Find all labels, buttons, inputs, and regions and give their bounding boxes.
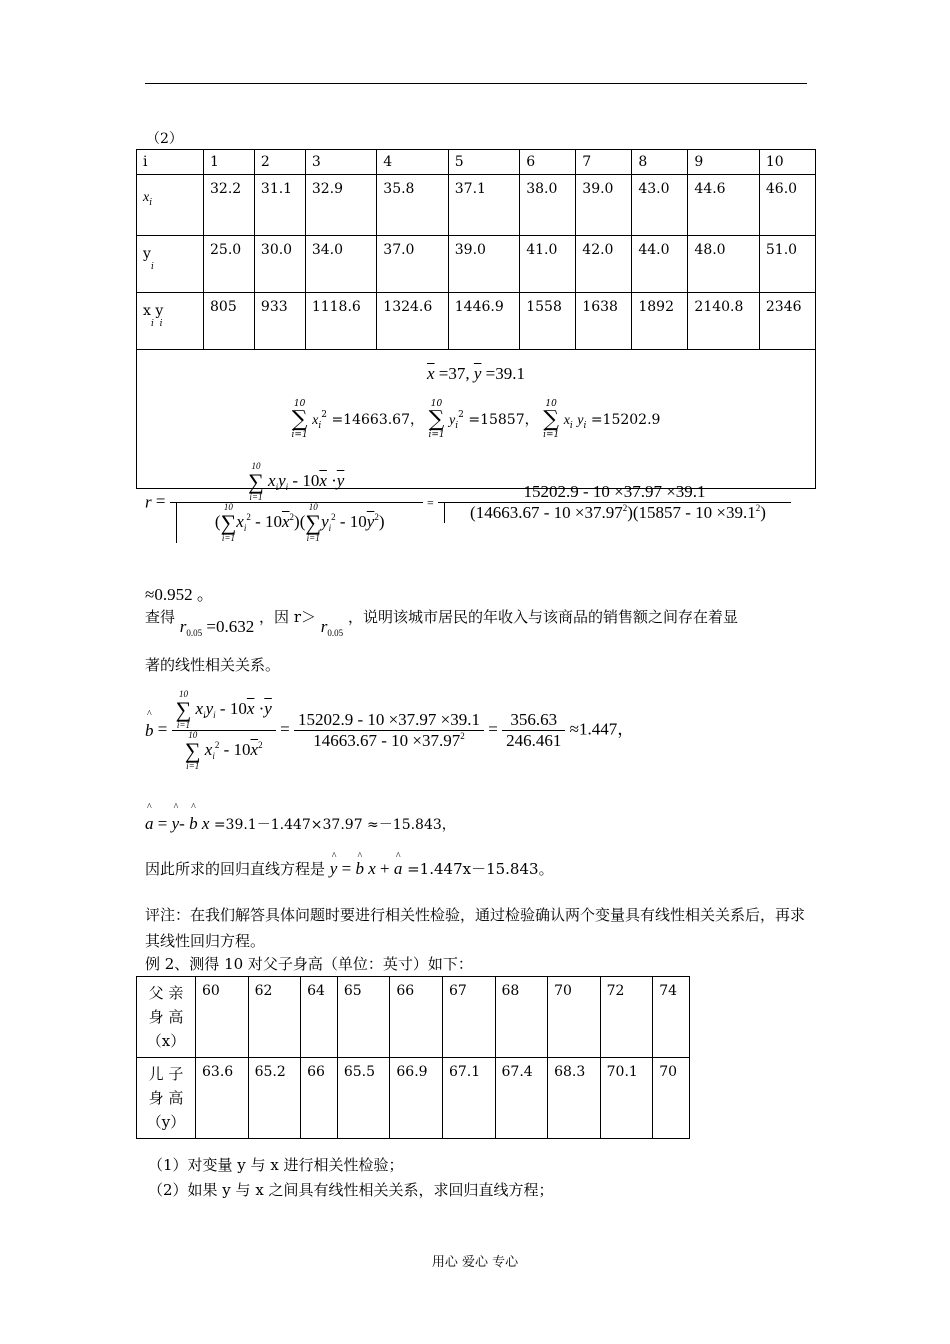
table1-cell: 1446.9 — [448, 293, 519, 350]
table2-cell: 60 — [196, 977, 249, 1058]
table2-cell: 65.5 — [337, 1058, 390, 1139]
question-2: （2）如果 y 与 x 之间具有线性相关关系，求回归直线方程； — [148, 1181, 554, 1199]
table1-header-cell: 4 — [377, 150, 448, 175]
table1-cell: 805 — [204, 293, 255, 350]
table1-cell: 37.1 — [448, 175, 519, 236]
table2-cell: 70 — [548, 977, 601, 1058]
table1-header-cell: 10 — [759, 150, 815, 175]
check-paragraph: 查得 $r_{0.05} =0.632$ ，因 $r> r_{0.05}$ ，说明该城市居民的年收入与该商品的销售额之间存在着显 — [145, 608, 738, 638]
table2-cell: 66 — [390, 977, 443, 1058]
table1-row-label: $x_i$ — [137, 175, 204, 236]
table1-cell: 39.0 — [576, 175, 632, 236]
table2-cell: 70.1 — [600, 1058, 653, 1139]
table2-row-label: 儿 子 身 高 （y） — [137, 1058, 196, 1139]
table1-cell: 48.0 — [688, 236, 759, 293]
table2-cell: 70 — [653, 1058, 690, 1139]
table2-cell: 67 — [442, 977, 495, 1058]
r-approx: ≈0.952 。 — [145, 585, 214, 604]
table1-header-cell: 1 — [204, 150, 255, 175]
table1-header-cell: i — [137, 150, 204, 175]
table2-cell: 65.2 — [248, 1058, 301, 1139]
regression-line: 因此所求的回归直线方程是 ^ y = ^ b x + ^ a =1.447x－15.843。 — [145, 856, 554, 882]
table1-cell: 44.0 — [632, 236, 688, 293]
table1-header-cell: 7 — [576, 150, 632, 175]
table1-cell: 41.0 — [520, 236, 576, 293]
comment-paragraph: 评注：在我们解答具体问题时要进行相关性检验，通过检验确认两个变量具有线性相关关系后，再求其线性回归方程。 — [145, 906, 806, 950]
table1-cell: 30.0 — [254, 236, 305, 293]
table2-row — [137, 1058, 690, 1139]
table2-cell: 62 — [248, 977, 301, 1058]
table2-cell: 74 — [653, 977, 690, 1058]
table2-cell: 67.4 — [495, 1058, 548, 1139]
table1-cell: 31.1 — [254, 175, 305, 236]
part-label: （2） — [146, 131, 183, 147]
table2-row — [137, 977, 690, 1058]
table1-cell: 44.6 — [688, 175, 759, 236]
table1-header-cell: 2 — [254, 150, 305, 175]
r-formula: r = 10 ∑ i=1 $x_iy_i - 10\overline{x} \cdot\overline{y}$ ( 10 ∑ i=1 $x_i^2 - 10\overline{x}^2$)( 10 ∑ i=1 $y_i^2 - 10\overline{y}^2$) = $\frac{15202.9 - 10 \times 37.97 \times 39.1}{(14663.67 - 10 \times 37.97^2)(15857 - 10 \times 39.1^2)}$ — [145, 462, 791, 543]
table2-row-label: 父 亲 身 高 （x） — [137, 977, 196, 1058]
data-table-2 — [136, 976, 690, 1139]
table1-cell: 39.0 — [448, 236, 519, 293]
table1-cell: 1638 — [576, 293, 632, 350]
table1-cell: 37.0 — [377, 236, 448, 293]
table1-row-label: x y i i — [137, 293, 204, 350]
table1-row — [137, 175, 816, 236]
table2-cell: 66.9 — [390, 1058, 443, 1139]
table1-cell: 42.0 — [576, 236, 632, 293]
table1-header-cell: 9 — [688, 150, 759, 175]
table1-cell: 1118.6 — [305, 293, 376, 350]
means-line: $\overline{x} =37$, $\overline{y} =39.1$ — [426, 364, 526, 383]
table2-cell: 67.1 — [442, 1058, 495, 1139]
table2-cell: 68 — [495, 977, 548, 1058]
table1-cell: 1892 — [632, 293, 688, 350]
table1-cell: 35.8 — [377, 175, 448, 236]
table1-header-cell: 6 — [520, 150, 576, 175]
b-formula: ^ b = 10 ∑ i=1 $x_iy_i - 10\overline{x} \cdot\overline{y}$ 10 ∑ i=1 $x_i^2 - 10\overline{x}^2$ = $\frac{15202.9 - 10 \times 37.97 \times 39.1}{14663.67 - 10 \times 37.97^2}$ = $\frac{356.63}{246.461}$ ≈1.447， — [145, 690, 634, 771]
table1-cell: 1324.6 — [377, 293, 448, 350]
table1-cell: 933 — [254, 293, 305, 350]
table1-row-label: y i — [137, 236, 204, 293]
table1-cell: 34.0 — [305, 236, 376, 293]
a-formula: ^ a = ^ y- ^ b x =39.1－1.447×37.97 ≈－15.843， — [145, 814, 456, 834]
table1-row — [137, 236, 816, 293]
table2-cell: 63.6 — [196, 1058, 249, 1139]
page-footer: 用心 爱心 专心 — [431, 1255, 519, 1270]
table1-header-cell: 8 — [632, 150, 688, 175]
table2-cell: 68.3 — [548, 1058, 601, 1139]
data-table-1 — [136, 149, 816, 489]
table1-cell: 43.0 — [632, 175, 688, 236]
question-1: （1）对变量 y 与 x 进行相关性检验； — [148, 1156, 404, 1174]
table1-cell: 2140.8 — [688, 293, 759, 350]
example2-title: 例 2、测得 10 对父子身高（单位：英寸）如下： — [145, 955, 473, 973]
table1-cell: 51.0 — [759, 236, 815, 293]
table1-header-cell: 5 — [448, 150, 519, 175]
sums-line: 10 ∑ i=1 $x_i^2 =14663.67$， 10 ∑ i=1 $y_i^2 =15857$， 10 ∑ i=1 $x_i$ $y_i =15202.9$ — [291, 399, 661, 440]
table2-cell: 64 — [301, 977, 338, 1058]
table1-cell: 2346 — [759, 293, 815, 350]
table1-cell: 38.0 — [520, 175, 576, 236]
header-rule — [145, 83, 807, 84]
table1-header-cell: 3 — [305, 150, 376, 175]
table1-cell: 46.0 — [759, 175, 815, 236]
table2-cell: 72 — [600, 977, 653, 1058]
table1-cell: 25.0 — [204, 236, 255, 293]
table2-cell: 65 — [337, 977, 390, 1058]
table1-cell: 32.9 — [305, 175, 376, 236]
table1-cell: 1558 — [520, 293, 576, 350]
check-paragraph-2: 著的线性相关关系。 — [145, 656, 281, 674]
table2-cell: 66 — [301, 1058, 338, 1139]
table1-row — [137, 293, 816, 350]
table1-header-row — [137, 150, 816, 175]
table1-cell: 32.2 — [204, 175, 255, 236]
